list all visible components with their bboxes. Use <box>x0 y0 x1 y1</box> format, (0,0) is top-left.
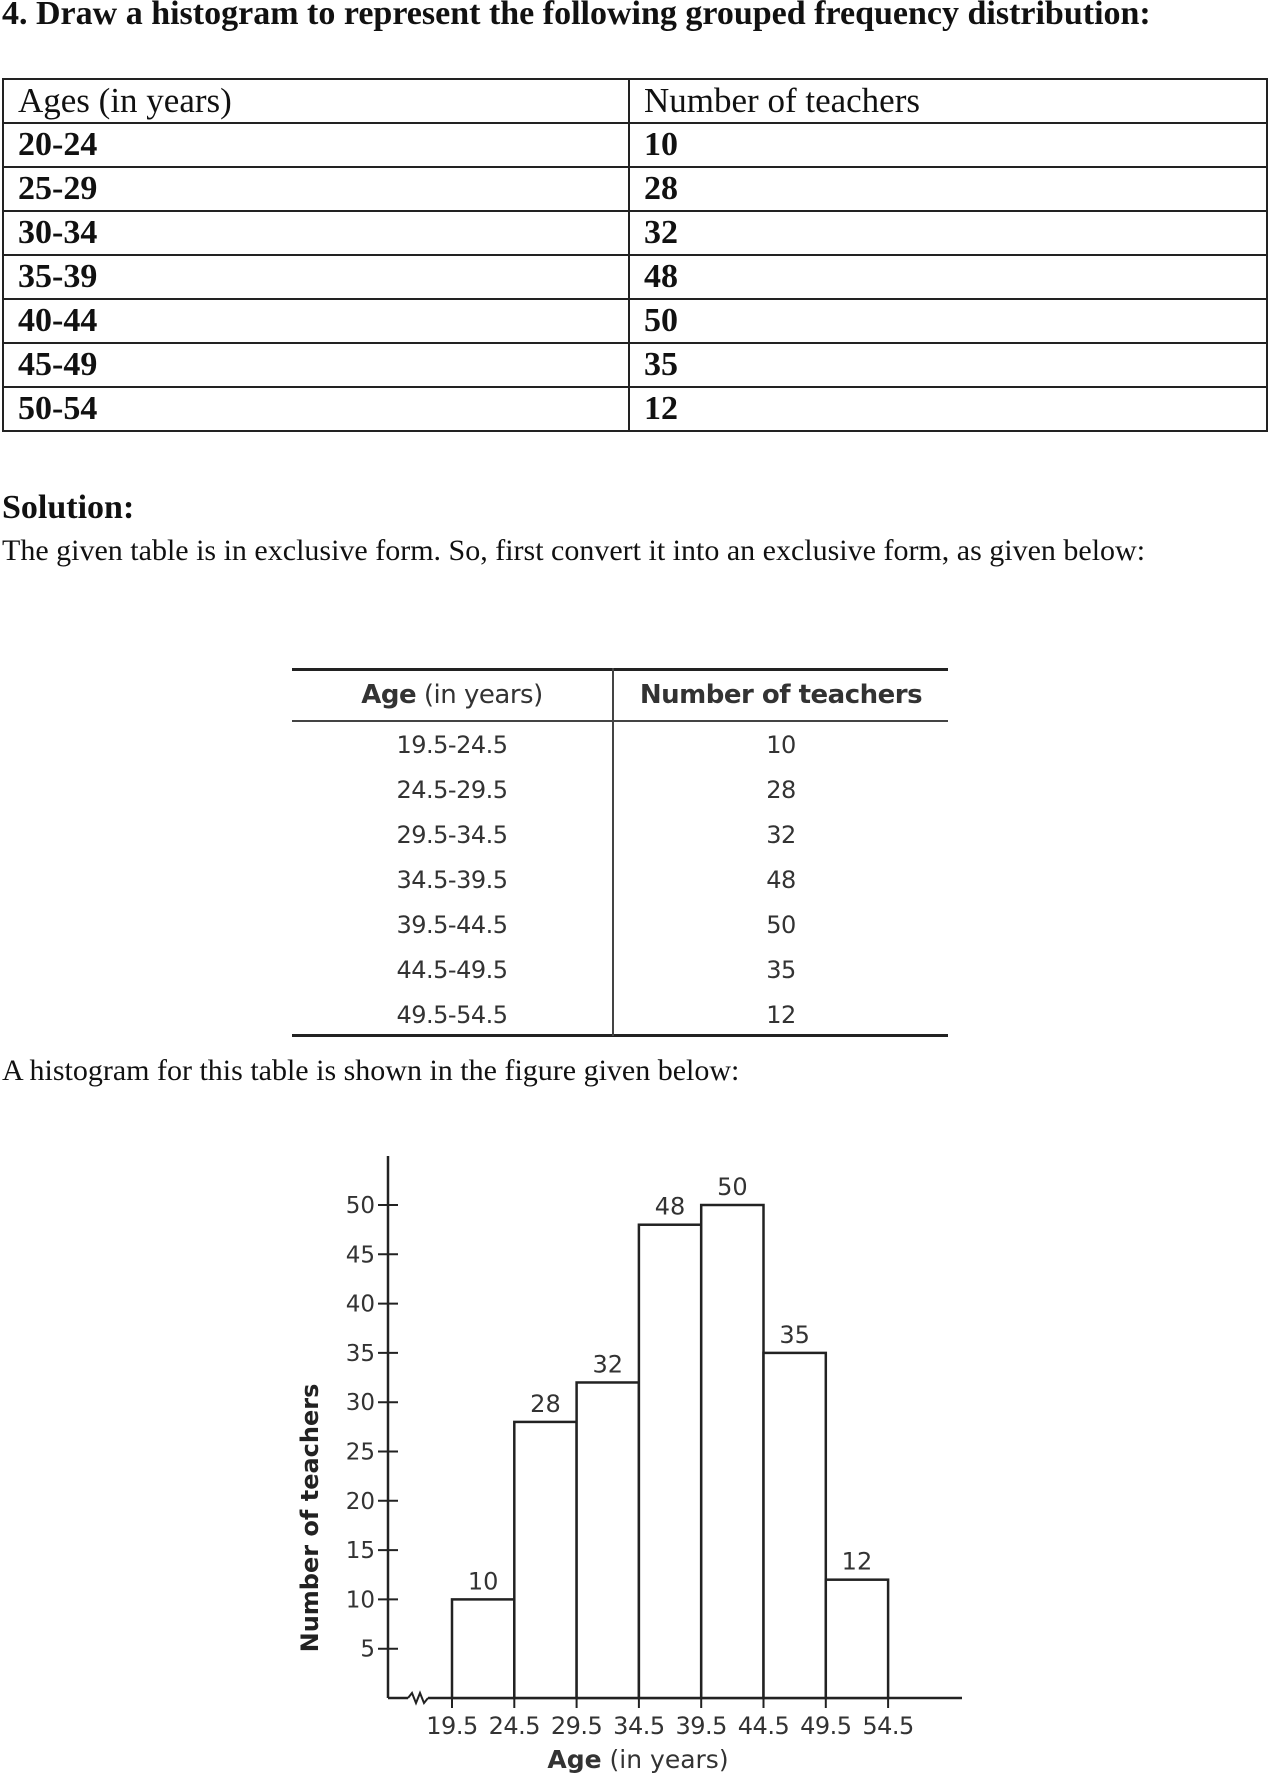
table-cell-age: 50-54 <box>3 387 629 431</box>
table-cell-count: 35 <box>766 956 796 984</box>
table-cell-age: 25-29 <box>3 167 629 211</box>
question-text: 4. Draw a histogram to represent the following grouped frequency distribution: <box>2 0 1151 32</box>
histogram-bar <box>701 1205 763 1698</box>
x-tick-label: 34.5 <box>613 1712 665 1740</box>
x-axis-label <box>547 1745 728 1774</box>
y-tick-label: 40 <box>345 1291 375 1318</box>
histogram-bar <box>577 1382 639 1698</box>
y-tick-label: 30 <box>345 1390 375 1417</box>
table-cell-interval: 49.5-54.5 <box>396 1001 508 1029</box>
question-table-header-count: Number of teachers <box>629 79 1267 123</box>
table-cell-count: 48 <box>629 255 1267 299</box>
x-tick-label: 39.5 <box>675 1712 727 1740</box>
header-age-unit: (in years) <box>416 680 543 710</box>
y-axis-label: Number of teachers <box>296 1383 324 1653</box>
table-cell-count: 50 <box>766 911 796 939</box>
table-cell-interval: 39.5-44.5 <box>396 911 508 939</box>
x-tick-label: 49.5 <box>800 1712 852 1740</box>
table-cell-count: 12 <box>766 1001 796 1029</box>
table-cell-interval: 29.5-34.5 <box>396 821 508 849</box>
histogram-bar <box>764 1353 826 1698</box>
x-axis-label-bold: Age <box>547 1745 602 1774</box>
table-cell-count: 28 <box>629 167 1267 211</box>
table-cell-age: 30-34 <box>3 211 629 255</box>
table-cell-count: 50 <box>629 299 1267 343</box>
table-cell-age: 35-39 <box>3 255 629 299</box>
bar-data-label: 12 <box>841 1547 873 1576</box>
table-cell-age: 40-44 <box>3 299 629 343</box>
question-table-header-age: Ages (in years) <box>3 79 629 123</box>
y-tick-label: 20 <box>345 1488 375 1515</box>
x-tick-label: 54.5 <box>862 1712 914 1740</box>
table-cell-count: 28 <box>766 776 796 804</box>
x-tick-label: 24.5 <box>488 1712 541 1740</box>
bar-data-label: 50 <box>717 1173 748 1201</box>
table-cell-age: 20-24 <box>3 123 629 167</box>
table-cell-count: 10 <box>629 123 1267 167</box>
histogram-bar <box>826 1580 888 1698</box>
y-tick-label: 5 <box>360 1636 375 1663</box>
y-tick-label: 25 <box>345 1439 375 1466</box>
table-cell-count: 48 <box>766 866 796 894</box>
table-cell-age: 45-49 <box>3 343 629 387</box>
table-cell-interval: 44.5-49.5 <box>396 956 508 984</box>
y-tick-label: 35 <box>345 1340 375 1367</box>
y-tick-label: 50 <box>345 1193 375 1219</box>
y-tick-label: 45 <box>345 1242 375 1269</box>
exclusive-table-header-count: Number of teachers <box>639 680 923 710</box>
x-tick-label: 29.5 <box>550 1712 603 1740</box>
table-cell-interval: 34.5-39.5 <box>396 866 508 894</box>
solution-text: The given table is in exclusive form. So, first convert it into an exclusive form, as given below: <box>2 534 1146 567</box>
figure-caption: A histogram for this table is shown in the figure given below: <box>2 1054 740 1087</box>
bar-data-label: 35 <box>779 1320 810 1349</box>
axis-break-mark <box>408 1693 428 1703</box>
x-axis-label-unit: (in years) <box>601 1745 729 1774</box>
table-cell-count: 32 <box>766 821 796 849</box>
histogram-bar <box>514 1422 576 1698</box>
y-tick-label: 15 <box>345 1538 375 1565</box>
x-tick-label: 44.5 <box>737 1712 790 1740</box>
table-cell-interval: 19.5-24.5 <box>396 731 508 759</box>
table-cell-count: 12 <box>629 387 1267 431</box>
table-cell-interval: 24.5-29.5 <box>396 776 508 804</box>
table-cell-count: 10 <box>766 731 796 759</box>
solution-title: Solution: <box>2 489 135 526</box>
bar-data-label: 28 <box>530 1389 561 1418</box>
table-cell-count: 35 <box>629 343 1267 387</box>
bar-data-label: 10 <box>467 1567 499 1596</box>
histogram-bar <box>639 1225 701 1698</box>
x-tick-label: 19.5 <box>426 1712 478 1740</box>
histogram-bar <box>452 1599 514 1698</box>
bar-data-label: 32 <box>592 1350 624 1379</box>
bar-data-label: 48 <box>654 1192 686 1221</box>
y-tick-label: 10 <box>345 1587 375 1614</box>
table-cell-count: 32 <box>629 211 1267 255</box>
header-age-bold: Age <box>361 680 417 710</box>
